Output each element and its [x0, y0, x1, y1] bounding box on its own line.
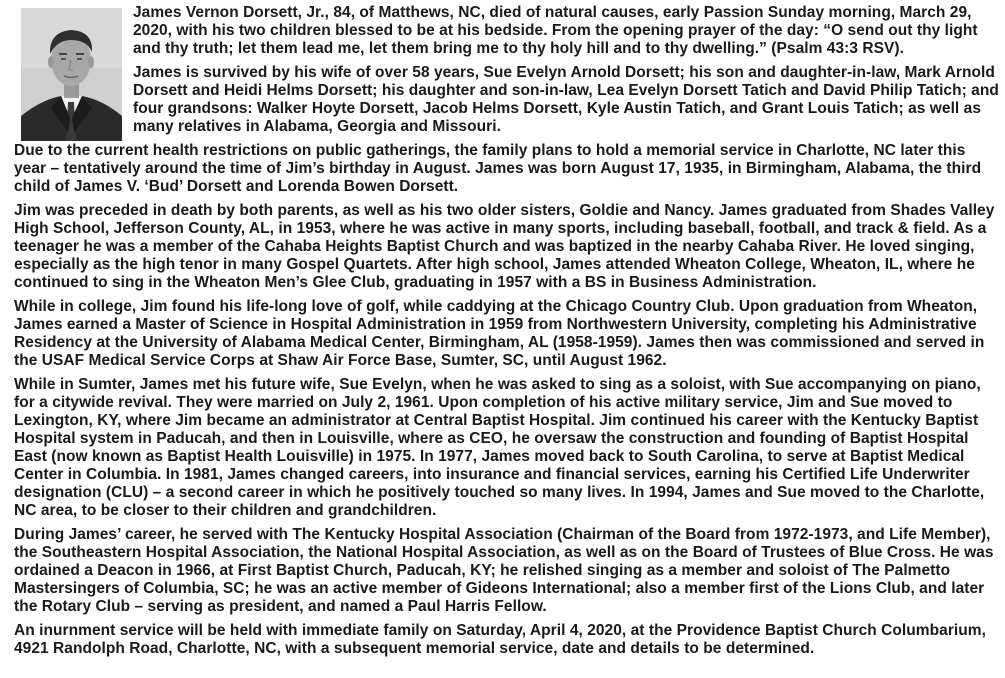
paragraph-survivors: James is survived by his wife of over 58 years, Sue Evelyn Arnold Dorsett; his son and daughter-in-law, Mark Arnold Dorsett and Heidi Helms Dorsett; his daughter and son-in-law, Lea Evelyn Dorsett Tatich and David Philip Tatich; and four grandsons: Walker Hoyte Dorsett, Jacob Helms Dorsett, Kyle Austin Tatich, and Grant Louis Tatich; as well as many relatives in Alabama, Georgia and Missouri.	[133, 64, 999, 135]
paragraph-early-life: Jim was preceded in death by both parents, as well as his two older sisters, Goldie and Nancy. James graduated from Shades Valley High School, Jefferson County, AL, in 1953, where he was active in many sports, including baseball, football, and track & field. As a teenager he was a member of the Cahaba Heights Baptist Church and was baptized in the nearby Cahaba River. He loved singing, especially as the high tenor in many Gospel Quartets. After high school, James attended Wheaton College, Wheaton, IL, where he continued to sing in the Wheaton Men’s Glee Club, graduating in 1957 with a BS in Business Administration.	[14, 202, 995, 291]
obituary-text	[0, 4, 1005, 664]
paragraph-memorial-plans: Due to the current health restrictions on public gatherings, the family plans to hold a memorial service in Charlotte, NC later this year – tentatively around the time of Jim’s birthday in August. James was born August 17, 1935, in Birmingham, Alabama, the third child of James V. ‘Bud’ Dorsett and Lorenda Bowen Dorsett.	[14, 142, 982, 195]
paragraph-education: While in college, Jim found his life-long love of golf, while caddying at the Chicago Country Club. Upon graduation from Wheaton, James earned a Master of Science in Hospital Administration in 1959 from Northwestern University, completing his Administrative Residency at the University of Alabama Medical Center, Birmingham, AL (1958-1959). James then was commissioned and served in the USAF Medical Service Corps at Shaw Air Force Base, Sumter, SC, until August 1962.	[14, 298, 985, 369]
paragraph-career: While in Sumter, James met his future wife, Sue Evelyn, when he was asked to sing as a soloist, with Sue accompanying on piano, for a citywide revival. They were married on July 2, 1961. Upon completion of his active military service, Jim and Sue moved to Lexington, KY, where Jim became an administrator at Central Baptist Hospital. Jim continued his career with the Kentucky Baptist Hospital system in Paducah, and then in Louisville, where as CEO, he oversaw the construction and founding of Baptist Hospital East (now known as Baptist Health Louisville) in 1975. In 1977, James moved back to South Carolina, to serve at Baptist Medical Center in Columbia. In 1981, James changed careers, into insurance and financial services, earning his Certified Life Underwriter designation (CLU) – a second career in which he positively touched so many lives. In 1994, James and Sue moved to the Charlotte, NC area, to be closer to their children and grandchildren.	[14, 376, 985, 519]
paragraph-service: During James’ career, he served with The Kentucky Hospital Association (Chairman of the Board from 1972-1973, and Life Member), the Southeastern Hospital Association, the National Hospital Association, as well as on the Board of Trustees of Blue Cross. He was ordained a Deacon in 1966, at First Baptist Church, Paducah, KY; he relished singing as a member and soloist of The Palmetto Mastersingers of Columbia, SC; he was an active member of Gideons International; also a member first of the Lions Club, and later the Rotary Club – serving as president, and named a Paul Harris Fellow.	[14, 526, 994, 615]
paragraph-inurnment: An inurnment service will be held with immediate family on Saturday, April 4, 2020, at the Providence Baptist Church Columbarium, 4921 Randolph Road, Charlotte, NC, with a subsequent memorial service, date and details to be determined.	[14, 622, 986, 657]
paragraph-intro: James Vernon Dorsett, Jr., 84, of Matthews, NC, died of natural causes, early Passion Sunday morning, March 29, 2020, with his two children blessed to be at his bedside. From the opening prayer of the day: “O send out thy light and thy truth; let them lead me, let them bring me to thy holy hill and to thy dwelling.” (Psalm 43:3 RSV).	[133, 4, 978, 57]
